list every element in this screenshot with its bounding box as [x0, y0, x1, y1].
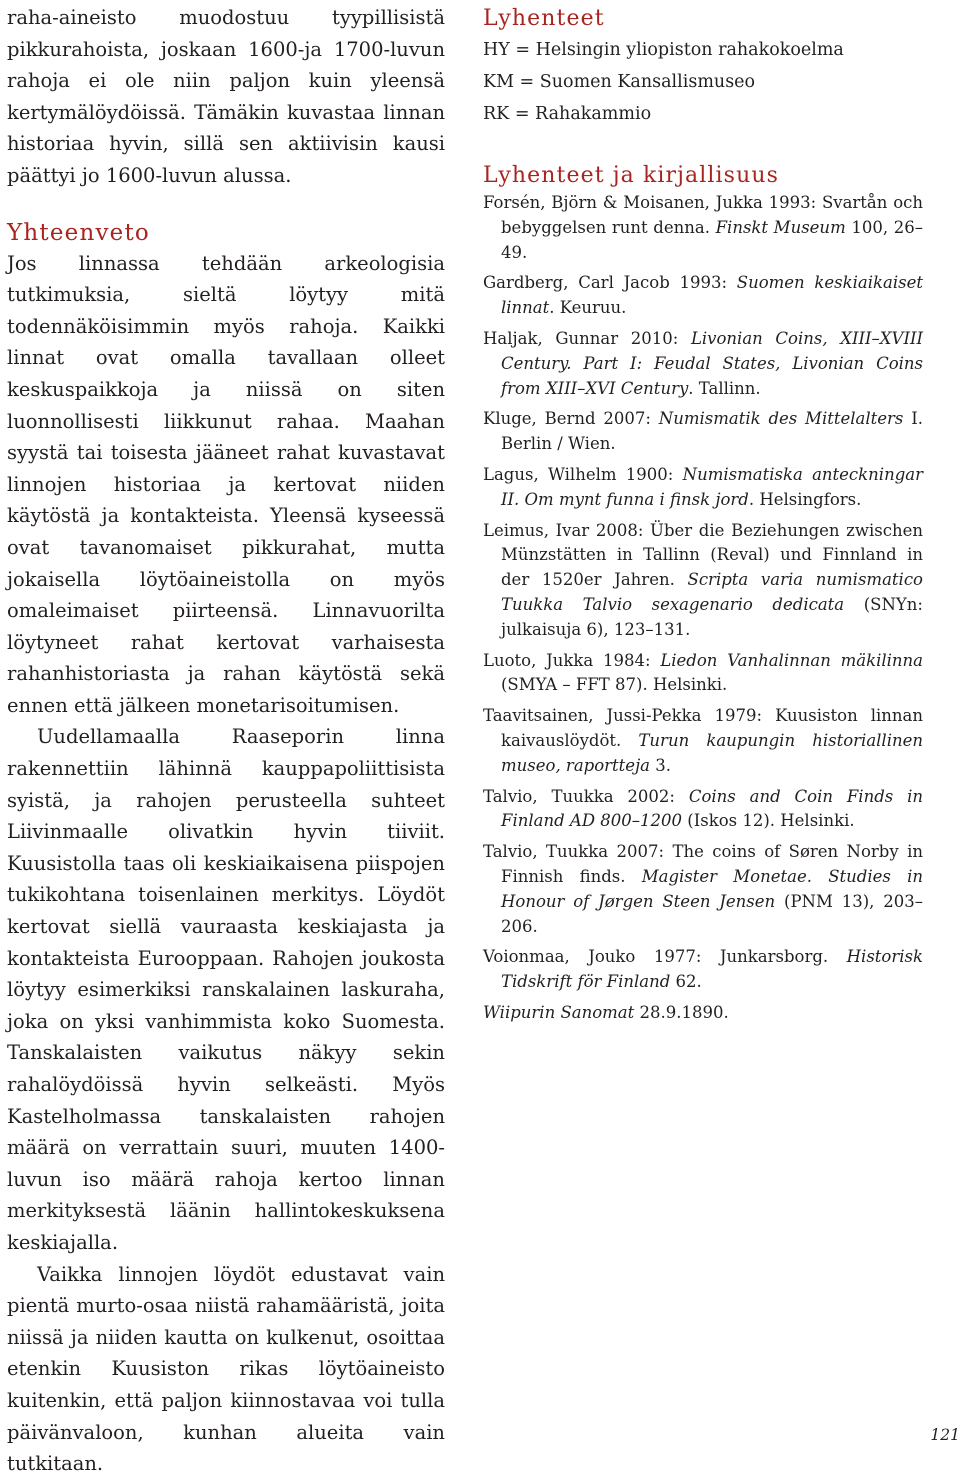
- abbreviation-item: HY = Helsingin yliopiston rahakokoelma: [483, 40, 844, 60]
- reference-item: Luoto, Jukka 1984: Liedon Vanhalinnan mäkilinna (SMYA – FFT 87). Helsinki.: [483, 650, 924, 695]
- right-column: [483, 4, 923, 1032]
- reference-item: Forsén, Björn & Moisanen, Jukka 1993: Svartån och bebyggelsen runt denna. Finskt Museum 100, 26–49.: [483, 193, 923, 262]
- reference-list: [483, 191, 923, 1026]
- reference-item: Taavitsainen, Jussi-Pekka 1979: Kuusiston linnan kaivauslöydöt. Turun kaupungin historiallinen museo, raportteja 3.: [483, 706, 924, 775]
- body-paragraph: Jos linnassa tehdään arkeologisia tutkimuksia, sieltä löytyy mitä todennäköisimmin myös rahoja. Kaikki linnat ovat omalla tavallaan olleet keskuspaikkoja ja niissä on siten luonnollisesti liikkunut rahaa. Maahan syystä tai toisesta jääneet rahat kuvastavat linnojen historiaa ja kertovat niiden käytöstä ja kontakteista. Yleensä kyseessä ovat tavanomaiset pikkurahat, mutta jokaisella löytöaineistolla on myös omaleimaiset piirteensä. Linnavuorilta löytyneet rahat kertovat varhaisesta rahanhistoriasta ja rahan käytöstä sekä ennen että jälkeen monetarisoitumisen.: [7, 251, 445, 717]
- reference-item: Lagus, Wilhelm 1900: Numismatiska anteckningar II. Om mynt funna i finsk jord. Helsingfors.: [483, 464, 923, 509]
- reference-item: Gardberg, Carl Jacob 1993: Suomen keskiaikaiset linnat. Keuruu.: [483, 273, 923, 318]
- abbreviation-item: RK = Rahakammio: [483, 104, 652, 124]
- reference-item: Haljak, Gunnar 2010: Livonian Coins, XIII–XVIII Century. Part I: Feudal States, Livonian Coins from XIII–XVI Century. Tallinn.: [483, 328, 923, 398]
- intro-paragraph: raha-aineisto muodostuu tyypillisistä pikkurahoista, joskaan 1600-ja 1700-luvun rahoja ei ole niin paljon kuin yleensä kertymälöydöissä. Tämäkin kuvastaa linnan historiaa hyvin, sillä sen aktiivisin kausi päättyi jo 1600-luvun alussa.: [7, 6, 445, 187]
- body-paragraph: Uudellamaalla Raaseporin linna rakennettiin lähinnä kauppapoliittisista syistä, ja rahojen perusteella suhteet Liivinmaalle olivatkin hyvin tiiviit. Kuusistolla taas oli keskiaikaisena piispojen tukikohtana toisenlainen merkitys. Löydöt kertovat siellä vauraasta keskiajasta ja kontakteista Eurooppaan. Rahojen joukosta löytyy esimerkiksi ranskalainen laskuraha, joka on yksi vanhimmista koko Suomesta. Tanskalaisten vaikutus näkyy sekin rahalöydöissä hyvin selkeästi. Myös Kastelholmassa tanskalaisten rahojen määrä on verrattain suuri, muuten 1400-luvun iso määrä rahoja kertoo linnan merkityksestä läänin hallintokeskuksena keskiajalla.: [7, 725, 445, 1254]
- abbreviations-heading: Lyhenteet: [483, 6, 605, 31]
- reference-item: Leimus, Ivar 2008: Über die Beziehungen zwischen Münzstätten in Tallinn (Reval) und Finnland in der 1520er Jahren. Scripta varia numismatico Tuukka Talvio sexagenario dedicata (SNYn: julkaisuja 6), 123–131.: [483, 520, 923, 639]
- reference-item: Talvio, Tuukka 2007: The coins of Søren Norby in Finnish finds. Magister Monetae. Studies in Honour of Jørgen Steen Jensen (PNM 13), 203–206.: [483, 842, 924, 936]
- left-column: [7, 2, 445, 1480]
- reference-item: Kluge, Bernd 2007: Numismatik des Mittelalters I. Berlin / Wien.: [483, 409, 923, 454]
- body-paragraph: Vaikka linnojen löydöt edustavat vain pientä murto-osaa niistä rahamääristä, joita niissä ja niiden kautta on kulkenut, osoittaa etenkin Kuusiston rikas löytöaineisto kuitenkin, että paljon kiinnostavaa voi tulla päivänvaloon, kunhan alueita vain tutkitaan.: [7, 1262, 445, 1476]
- reference-item: Wiipurin Sanomat 28.9.1890.: [483, 1002, 729, 1022]
- references-heading: Lyhenteet ja kirjallisuus: [483, 163, 780, 188]
- abbreviation-item: KM = Suomen Kansallismuseo: [483, 72, 756, 92]
- reference-item: Talvio, Tuukka 2002: Coins and Coin Finds in Finland AD 800–1200 (Iskos 12). Helsinki.: [483, 786, 923, 831]
- page-number: 121: [930, 1426, 960, 1444]
- reference-item: Voionmaa, Jouko 1977: Junkarsborg. Historisk Tidskrift för Finland 62.: [483, 947, 923, 992]
- section-heading: Yhteenveto: [7, 219, 150, 246]
